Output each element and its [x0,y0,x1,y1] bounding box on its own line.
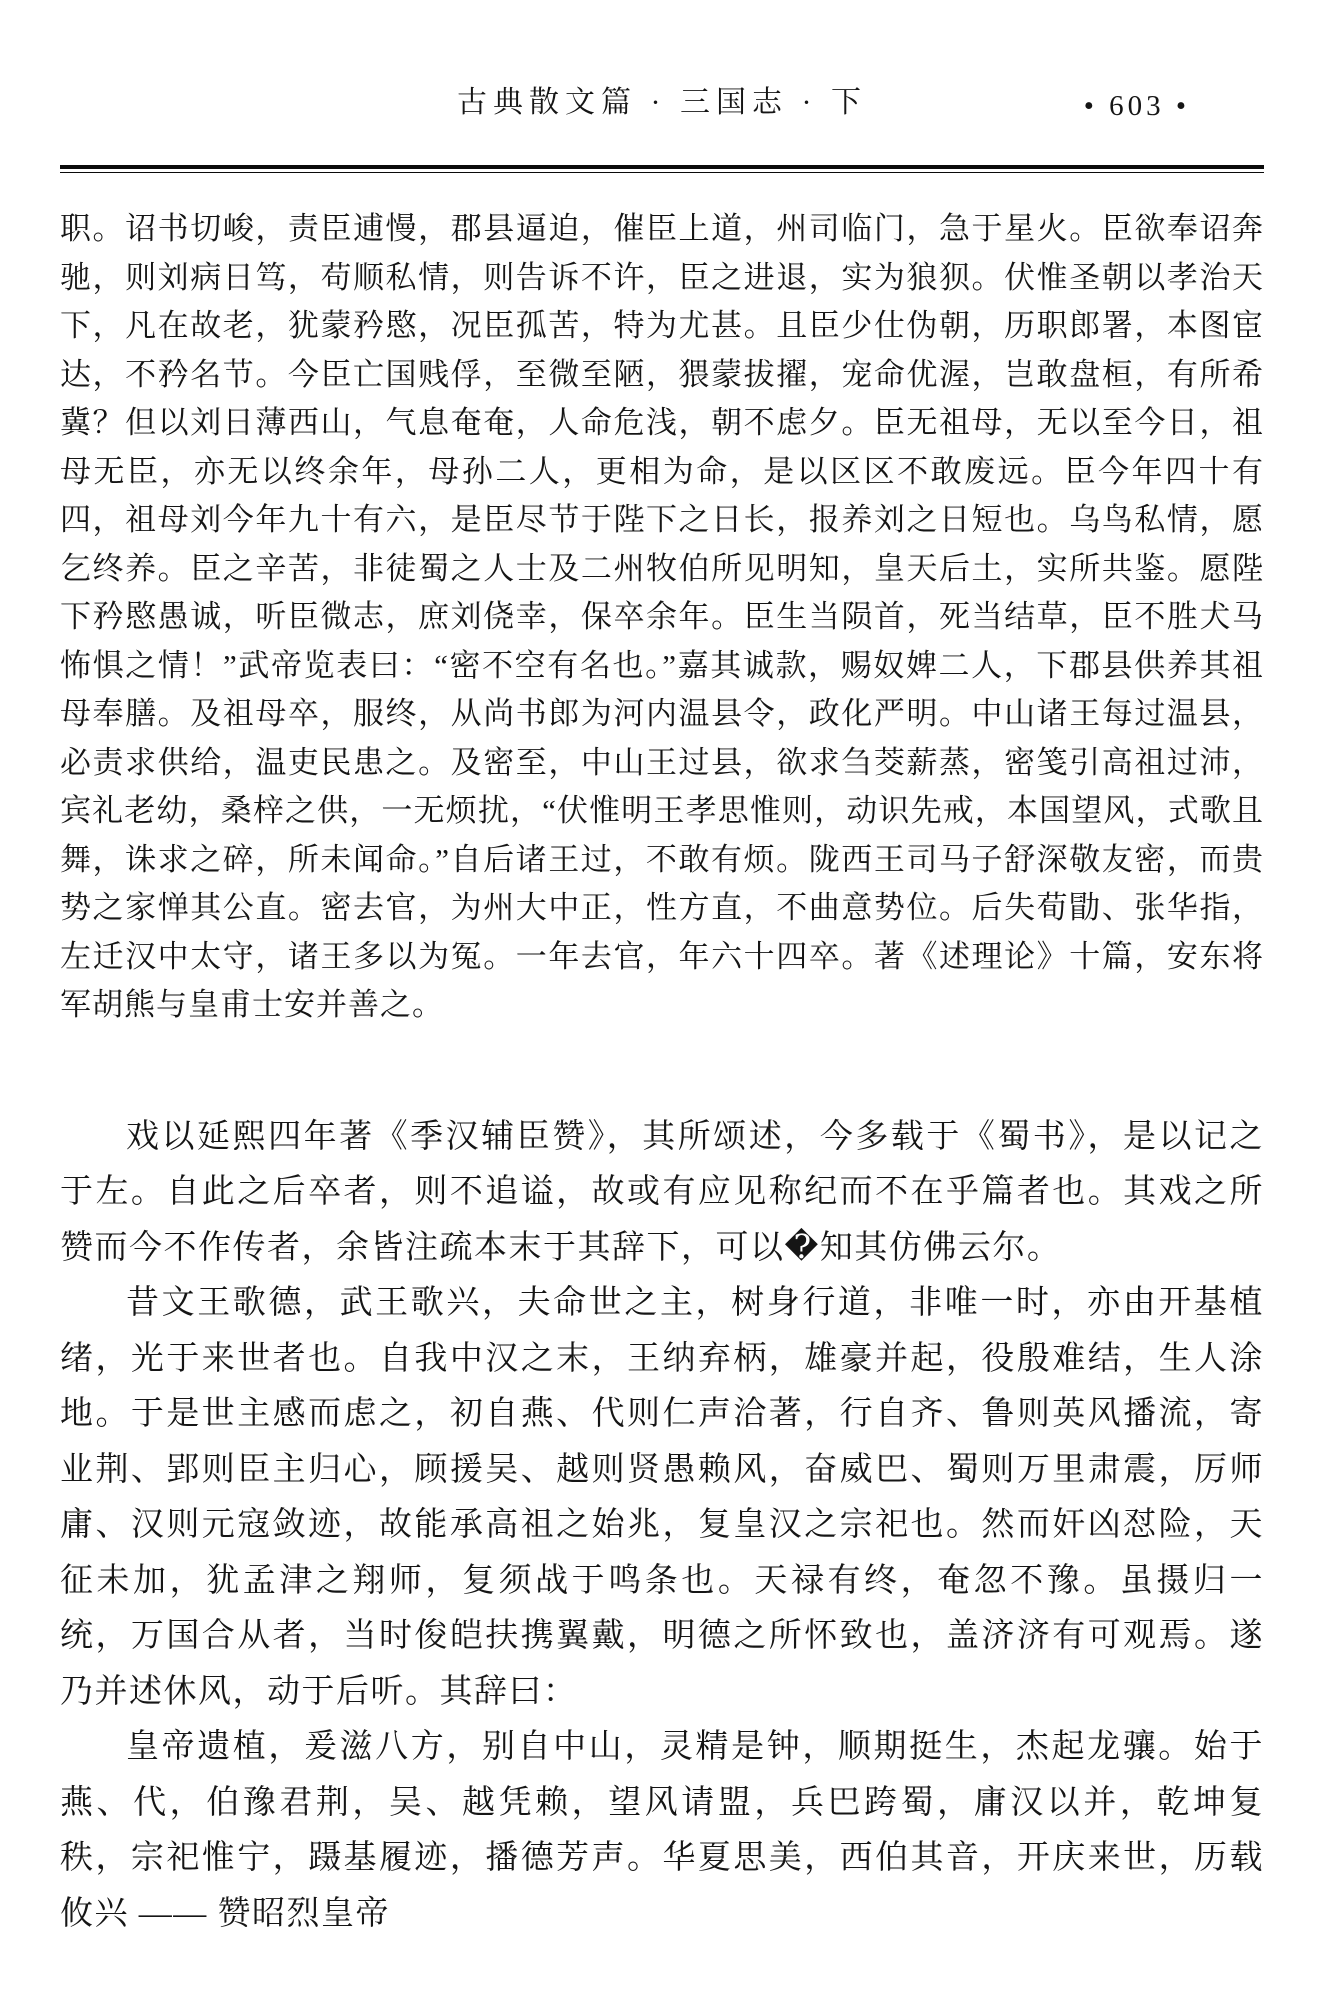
page-body [60,205,1264,1942]
paragraph: 昔文王歌德，武王歌兴，夫命世之主，树身行道，非唯一时，亦由开基植绪，光于来世者也。自我中汉之末，王纳弃柄，雄豪并起，役殷难结，生人涂地。于是世主感而虑之，初自燕、代则仁声洽著，行自齐、鲁则英风播流，寄业荆、郢则臣主归心，顾援吴、越则贤愚赖风，奋威巴、蜀则万里肃震，厉师庸、汉则元寇敛迹，故能承高祖之始兆，复皇汉之宗祀也。然而奸凶怼险，天征未加，犹孟津之翔师，复须战于鸣条也。天禄有终，奄忽不豫。虽摄归一统，万国合从者，当时俊皑扶携翼戴，明德之所怀致也，盖济济有可观焉。遂乃并述休风，动于后听。其辞曰： [60,1285,1264,1710]
paragraph: 皇帝遗植，爰滋八方，别自中山，灵精是钟，顺期挺生，杰起龙骧。始于燕、代，伯豫君荆，吴、越凭赖，望风请盟，兵巴跨蜀，庸汉以并，乾坤复秩，宗祀惟宁，蹑基履迹，播德芳声。华夏思美，西伯其音，开庆来世，历载攸兴 —— 赞昭烈皇帝 [60,1729,1264,1932]
page-title: 古典散文篇 · 三国志 · 下 [457,86,867,119]
paragraph-continuation: 职。诏书切峻，责臣逋慢，郡县逼迫，催臣上道，州司临门，急于星火。臣欲奉诏奔驰，则刘病日笃，苟顺私情，则告诉不许，臣之进退，实为狼狈。伏惟圣朝以孝治天下，凡在故老，犹蒙矜愍，况臣孤苦，特为尤甚。且臣少仕伪朝，历职郎署，本图宦达，不矜名节。今臣亡国贱俘，至微至陋，猥蒙拔擢，宠命优渥，岂敢盘桓，有所希冀？但以刘日薄西山，气息奄奄，人命危浅，朝不虑夕。臣无祖母，无以至今日，祖母无臣，亦无以终余年，母孙二人，更相为命，是以区区不敢废远。臣今年四十有四，祖母刘今年九十有六，是臣尽节于陛下之日长，报养刘之日短也。乌鸟私情，愿乞终养。臣之辛苦，非徒蜀之人士及二州牧伯所见明知，皇天后土，实所共鉴。愿陛下矜愍愚诚，听臣微志，庶刘侥幸，保卒余年。臣生当陨首，死当结草，臣不胜犬马怖惧之情！”武帝览表曰：“密不空有名也。”嘉其诚款，赐奴婢二人，下郡县供养其祖母奉膳。及祖母卒，服终，从尚书郎为河内温县令，政化严明。中山诸王每过温县，必责求供给，温吏民患之。及密至，中山王过县，欲求刍茭薪蒸，密笺引高祖过沛，宾礼老幼，桑梓之供，一无烦扰，“伏惟明王孝思惟则，动识先戒，本国望风，式歌且舞，诛求之碎，所未闻命。”自后诸王过，不敢有烦。陇西王司马子舒深敬友密，而贵势之家惮其公直。密去官，为州大中正，性方直，不曲意势位。后失荀勖、张华指，左迁汉中太守，诸王多以为冤。一年去官，年六十四卒。著《述理论》十篇，安东将军胡熊与皇甫士安并善之。 [60,211,1264,1022]
header-rule [60,165,1264,173]
paragraph: 戏以延熙四年著《季汉辅臣赞》，其所颂述，今多载于《蜀书》，是以记之于左。自此之后卒者，则不追谥，故或有应见称纪而不在乎篇者也。其戏之所赞而今不作传者，余皆注疏本末于其辞下，可以�知其仿佛云尔。 [60,1118,1264,1266]
page-header [60,83,1264,123]
page-number: • 603 • [1083,90,1190,122]
